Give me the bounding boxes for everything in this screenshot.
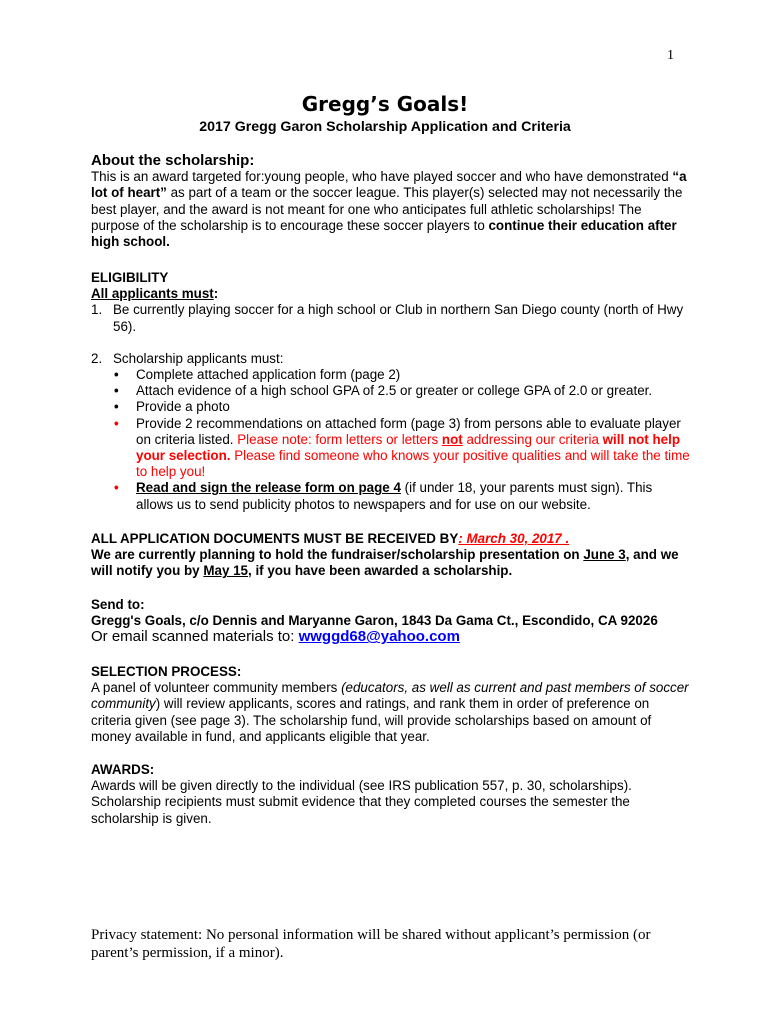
page-number: 1 (667, 48, 674, 63)
release-form-bold: Read and sign the release form on page 4 (136, 480, 401, 496)
awards-text: Awards will be given directly to the individual (see IRS publication 557, p. 30, scholarships). Scholarship recipients must submit evidence that they completed courses the semester the scholarship is given. (91, 778, 632, 826)
about-text (91, 169, 691, 250)
email-prefix: Or email scanned materials to: (91, 628, 299, 646)
send-heading: Send to: (91, 597, 145, 612)
about-text-bold: “a lot of heart” (91, 169, 687, 201)
bullet-icon: • (114, 399, 119, 415)
deadline-section (91, 531, 691, 580)
requirement-release-form (114, 480, 691, 512)
selection-heading: SELECTION PROCESS: (91, 664, 242, 679)
privacy-statement: Privacy statement: No personal information will be shared without applicant’s permission (or parent’s permission, if a minor). (91, 927, 651, 961)
about-text-part: This is an award targeted for:young people, who have played soccer and who have demonstrated (91, 169, 673, 185)
warning-text: Please note: form letters or letters (237, 431, 442, 447)
requirement-photo (114, 399, 691, 415)
deadline-date: : March 30, 2017 . (458, 531, 570, 546)
email-line (91, 629, 691, 645)
eligibility-section (91, 270, 691, 513)
about-text-bold-end: continue their education after high school. (91, 217, 677, 250)
eligibility-item-1 (91, 302, 691, 334)
warning-text: addressing our criteria (462, 431, 603, 447)
mailing-address: Gregg's Goals, c/o Dennis and Maryanne Garon, 1843 Da Gama Ct., Escondido, CA 92026 (91, 613, 658, 629)
item-number: 2. (91, 350, 103, 366)
selection-text (91, 680, 691, 745)
requirement-application-form (114, 367, 691, 383)
about-heading: About the scholarship: (91, 152, 255, 169)
requirement-text: Provide a photo (136, 399, 230, 415)
warning-bold: will not help your selection. (136, 431, 681, 464)
presentation-text: , and we will notify you by (91, 547, 679, 579)
email-link[interactable]: wwggd68@yahoo.com (298, 628, 460, 646)
requirement-recommendations (114, 416, 691, 481)
deadline-line (91, 531, 691, 547)
requirement-text: (if under 18, your parents must sign). This allows us to send publicity photos to newspapers and for use on our website. (136, 480, 653, 512)
eligibility-item-2 (91, 351, 691, 367)
eligibility-heading: ELIGIBILITY (91, 270, 169, 285)
bullet-icon: • (114, 367, 119, 383)
document-title: Gregg’s Goals! (301, 92, 469, 116)
presentation-text: We are currently planning to hold the fundraiser/scholarship presentation on (91, 547, 584, 563)
presentation-date: June 3 (583, 547, 626, 563)
send-section (91, 597, 691, 646)
awards-section (91, 762, 691, 827)
all-applicants-colon: : (213, 286, 219, 302)
item-text: Be currently playing soccer for a high school or Club in northern San Diego county (north of Hwy 56). (113, 302, 684, 334)
deadline-text: ALL APPLICATION DOCUMENTS MUST BE RECEIVED BY (91, 531, 459, 546)
all-applicants-text: All applicants must (91, 286, 214, 302)
requirement-text: Complete attached application form (page 2) (136, 367, 401, 383)
all-applicants-label (91, 286, 691, 302)
selection-text-part: ) will review applicants, scores and ratings, and rank them in order of preference on criteria given (see page 3). The scholarship fund, will provide scholarships based on amount of money available in fund, and applicants eligible that year. (91, 696, 652, 744)
selection-text-part: A panel of volunteer community members (91, 680, 342, 696)
selection-text-italic: (educators, as well as current and past members of soccer community (91, 680, 689, 712)
requirement-gpa (114, 383, 691, 399)
about-text-part: as part of a team or the soccer league. This player(s) selected may not necessarily the best player, and the award is not meant for one who anticipates full athletic scholarships! The purpose of the scholarship is to encourage these soccer players to (91, 185, 683, 233)
requirement-text: Attach evidence of a high school GPA of 2.5 or greater or college GPA of 2.0 or greater. (136, 383, 653, 399)
item-number: 1. (91, 302, 103, 318)
document-subtitle: 2017 Gregg Garon Scholarship Application and Criteria (199, 119, 571, 135)
bullet-icon: • (114, 383, 119, 399)
bullet-icon: • (114, 415, 119, 431)
requirement-text: Provide 2 recommendations on attached form (page 3) from persons able to evaluate player on criteria listed. (136, 415, 681, 447)
about-section (91, 153, 691, 250)
presentation-text: , if you have been awarded a scholarship. (248, 563, 513, 579)
warning-emphasis: not (441, 431, 463, 447)
notify-date: May 15 (203, 563, 249, 579)
requirements-list (91, 367, 691, 513)
item-text: Scholarship applicants must: (113, 350, 284, 366)
warning-text: Please find someone who knows your positive qualities and will take the time to help you! (136, 448, 690, 480)
presentation-line (91, 547, 691, 579)
selection-section (91, 664, 691, 745)
awards-heading: AWARDS: (91, 762, 155, 777)
bullet-icon: • (114, 480, 119, 496)
eligibility-list (91, 302, 691, 367)
